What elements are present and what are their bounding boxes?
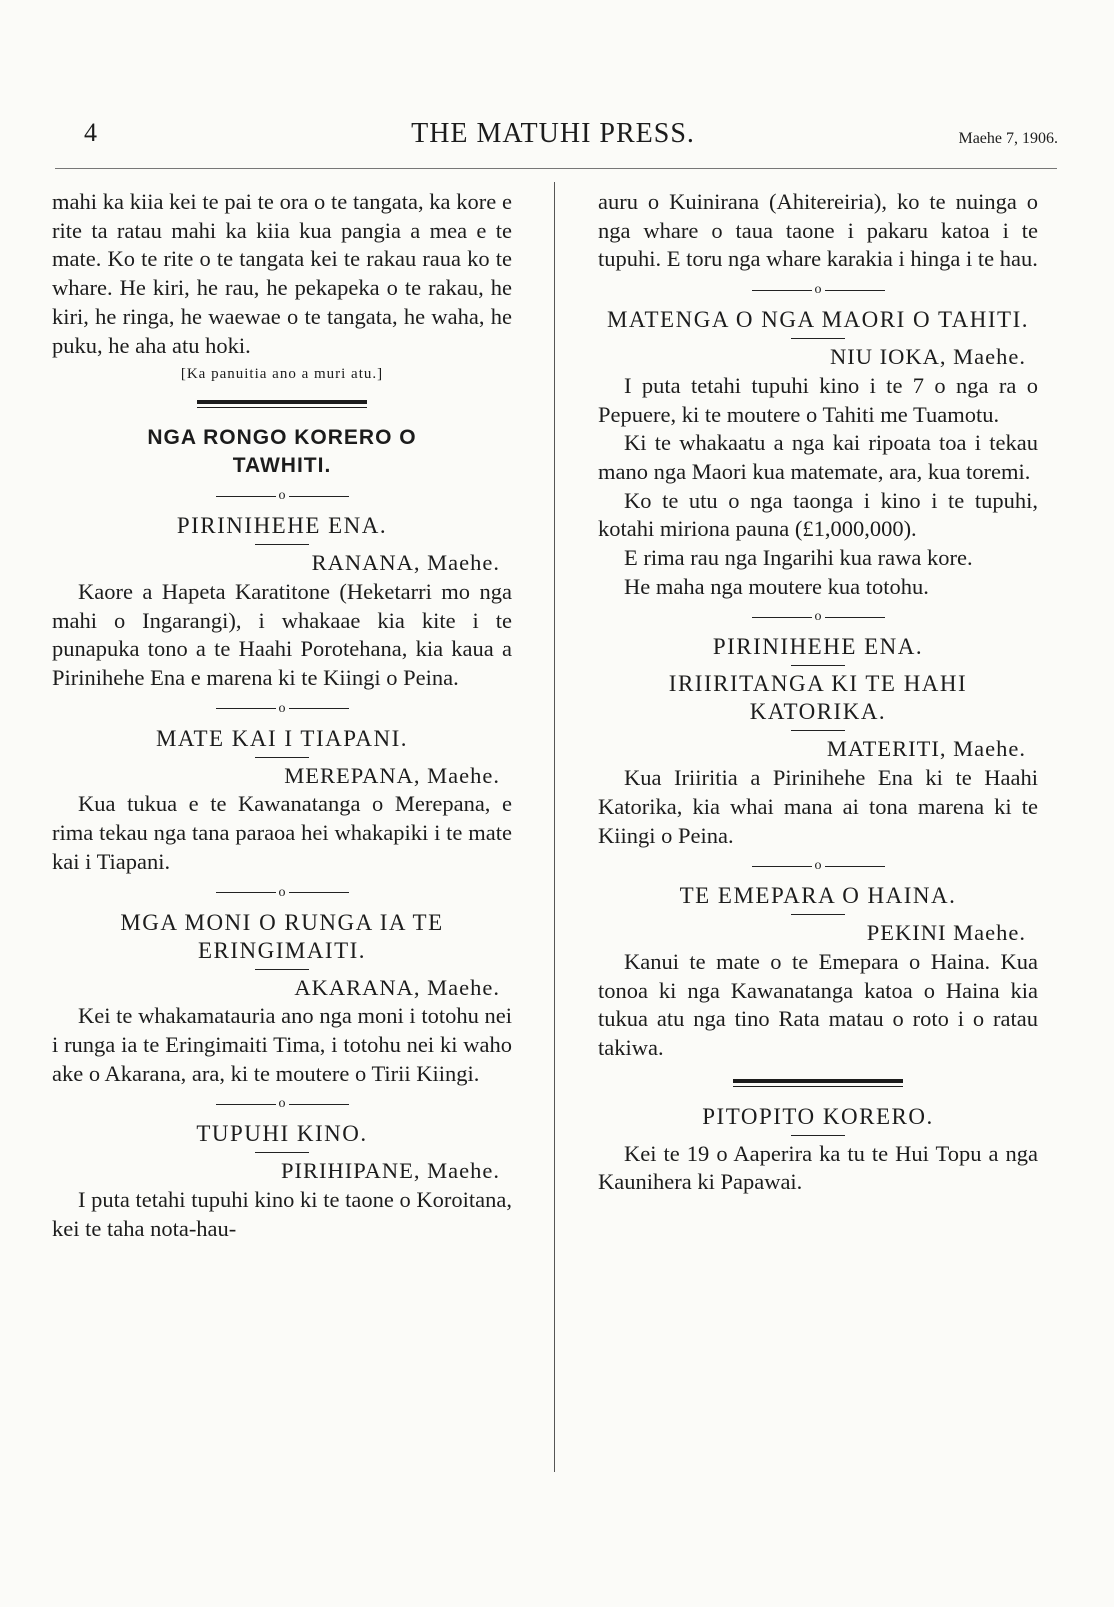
article-dateline: RANANA, Maehe. bbox=[311, 550, 500, 576]
short-rule bbox=[791, 665, 845, 666]
newspaper-title: THE MATUHI PRESS. bbox=[411, 118, 695, 149]
article-text: Kua tukua e te Kawanatanga o Merepana, e rima tekau nga tana paraoa hei whakapiki i te mate kai i Tiapani. bbox=[52, 791, 512, 874]
short-rule bbox=[255, 544, 309, 545]
continued-note: [Ka panuitia ano a muri atu.] bbox=[180, 366, 384, 383]
continued-article-text: mahi ka kiia kei te pai te ora o te tangata, ka kore e rite ta ratau mahi ka kiia kua pangia a mea e te mate. Ko te rite o te tangata kei te rakau raua ko te whare. He kiri, he rau, he pekapeka o te rakau, he kiri, he ringa, he waewae o te tangata, he waha, he puku, he aha atu hoki. bbox=[52, 189, 512, 358]
article-heading: MATE KAI I TIAPANI. bbox=[155, 725, 409, 751]
short-rule bbox=[255, 969, 309, 970]
separator: o bbox=[52, 699, 512, 719]
thin-rule bbox=[197, 407, 367, 408]
short-rule bbox=[791, 914, 845, 915]
article-dateline: MEREPANA, Maehe. bbox=[284, 762, 500, 788]
article-paragraph: Kei te 19 o Aaperira ka tu te Hui Topu a nga Kaunihera ki Papawai. bbox=[598, 1140, 1038, 1195]
article-text: I puta tetahi tupuhi kino ki te taone o Koroitana, kei te taha nota-hau- bbox=[52, 1187, 512, 1241]
article-dateline: MATERITI, Maehe. bbox=[826, 736, 1026, 762]
article-text: Kei te whakamatauria ano nga moni i totohu nei i runga ia te Eringimaiti Tima, i totohu nei ki waho ake o Akarana, ara, ki te moutere o Tirii Kiingi. bbox=[52, 1003, 512, 1086]
article-paragraph: I puta tetahi tupuhi kino i te 7 o nga ra o Pepuere, ki te moutere o Tahiti me Tuamotu. bbox=[598, 372, 1038, 427]
double-rule bbox=[598, 1079, 1038, 1087]
separator: o bbox=[598, 856, 1038, 876]
article-dateline: PEKINI Maehe. bbox=[866, 920, 1026, 946]
article-dateline: NIU IOKA, Maehe. bbox=[830, 344, 1026, 370]
article-dateline: PIRIHIPANE, Maehe. bbox=[280, 1158, 500, 1184]
thick-rule bbox=[733, 1079, 903, 1083]
article-heading: MGA MONI O RUNGA IA TE ERINGIMAITI. bbox=[120, 909, 444, 963]
section-title-line: NGA RONGO KORERO O bbox=[147, 426, 417, 450]
separator: o bbox=[52, 1094, 512, 1114]
article-paragraph: Kanui te mate o te Emepara o Haina. Kua tonoa ki nga Kawanatanga katoa o Haina kia tukua atu nga tino Rata matau o roto i o ratau takiwa. bbox=[598, 948, 1038, 1061]
article-paragraph: Kua Iriiritia a Pirinihehe Ena ki te Haahi Katorika, kia whai mana ai tona marena ki te Kiingi o Peina. bbox=[598, 765, 1038, 848]
separator: o bbox=[52, 883, 512, 903]
article-heading: TE EMEPARA O HAINA. bbox=[679, 883, 957, 909]
article-paragraph: Ki te whakaatu a nga kai ripoata toa i tekau mano nga Maori kua matemate, ara, kua toremi. bbox=[598, 430, 1038, 484]
short-rule bbox=[791, 730, 845, 731]
article-heading: PIRINIHEHE ENA. bbox=[712, 634, 924, 660]
article-paragraph: Ko te utu o nga taonga i kino i te tupuhi, kotahi miriona pauna (£1,000,000). bbox=[598, 487, 1038, 542]
article-heading: MATENGA O NGA MAORI O TAHITI. bbox=[606, 307, 1029, 333]
article-text: Kaore a Hapeta Karatitone (Heketarri mo nga mahi o Ingarangi), i whakaae kia kite i te punapuka tono a te Haahi Porotehana, kia kaua a Pirinihehe Ena e marena ki te Kiingi o Peina. bbox=[52, 578, 512, 691]
short-rule bbox=[255, 1152, 309, 1153]
section-title-line: TAWHITI. bbox=[232, 454, 332, 478]
short-rule bbox=[255, 757, 309, 758]
article-subheading: IRIIRITANGA KI TE HAHI KATORIKA. bbox=[668, 671, 968, 725]
short-rule bbox=[791, 1135, 845, 1136]
separator: o bbox=[598, 280, 1038, 300]
header-rule bbox=[55, 168, 1057, 169]
double-rule bbox=[52, 400, 512, 408]
right-column bbox=[598, 188, 1038, 1197]
left-column bbox=[52, 188, 512, 1243]
separator: o bbox=[52, 486, 512, 506]
article-heading: TUPUHI KINO. bbox=[196, 1121, 368, 1147]
separator: o bbox=[598, 607, 1038, 627]
continued-article-text: auru o Kuinirana (Ahitereiria), ko te nuinga o nga whare o taua taone i pakaru katoa i te tupuhi. E toru nga whare karakia i hinga i te hau. bbox=[598, 189, 1038, 272]
thick-rule bbox=[197, 400, 367, 404]
article-heading: PITOPITO KORERO. bbox=[702, 1103, 934, 1129]
article-paragraph: He maha nga moutere kua totohu. bbox=[624, 573, 929, 599]
issue-date: Maehe 7, 1906. bbox=[958, 130, 1058, 147]
page-number: 4 bbox=[84, 118, 97, 147]
article-paragraph: E rima rau nga Ingarihi kua rawa kore. bbox=[624, 545, 973, 571]
article-dateline: AKARANA, Maehe. bbox=[294, 974, 500, 1000]
article-heading: PIRINIHEHE ENA. bbox=[176, 513, 388, 539]
section-title bbox=[52, 424, 512, 480]
page-header bbox=[48, 118, 1058, 158]
short-rule bbox=[791, 338, 845, 339]
column-divider bbox=[554, 182, 555, 1472]
thin-rule bbox=[733, 1086, 903, 1087]
